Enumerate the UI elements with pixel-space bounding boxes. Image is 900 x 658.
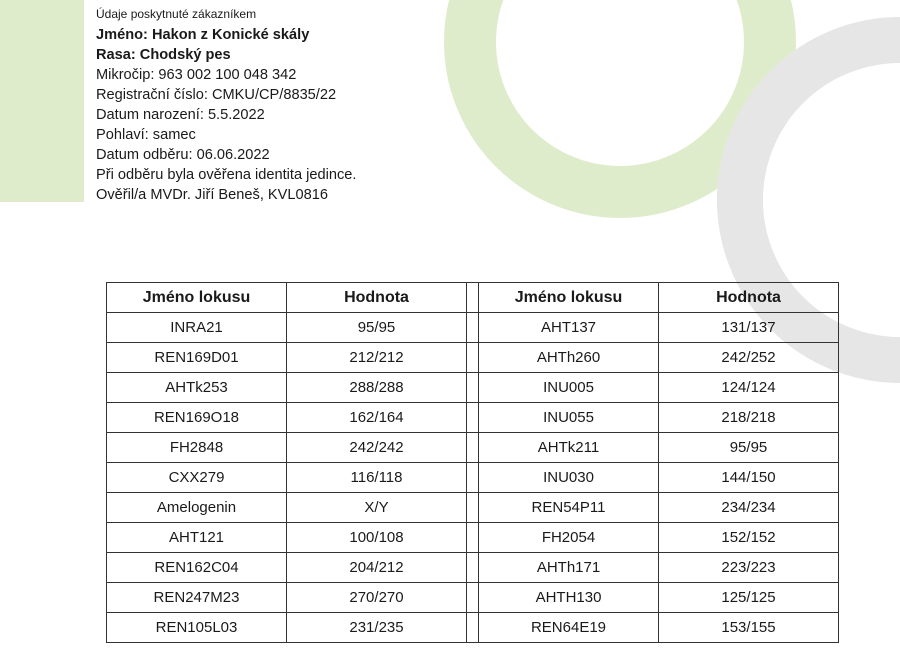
value-left: 95/95 [287, 313, 467, 343]
value-left: 100/108 [287, 523, 467, 553]
table-row [107, 403, 839, 433]
locus-name-right: INU055 [479, 403, 659, 433]
value-right: 234/234 [659, 493, 839, 523]
locus-name-left: REN105L03 [107, 613, 287, 643]
header-locus-name-left: Jméno lokusu [107, 283, 287, 313]
column-gap [467, 523, 479, 553]
value-right: 152/152 [659, 523, 839, 553]
dog-name: Jméno: Hakon z Konické skály [96, 27, 310, 43]
table-row [107, 433, 839, 463]
column-gap [467, 283, 479, 313]
locus-name-left: CXX279 [107, 463, 287, 493]
loci-table [106, 282, 839, 643]
locus-name-right: REN64E19 [479, 613, 659, 643]
locus-name-right: INU005 [479, 373, 659, 403]
value-left: 204/212 [287, 553, 467, 583]
table-row [107, 583, 839, 613]
locus-name-right: AHTH130 [479, 583, 659, 613]
header-locus-name-right: Jméno lokusu [479, 283, 659, 313]
dog-breed: Rasa: Chodský pes [96, 47, 231, 63]
table-row [107, 493, 839, 523]
locus-name-left: REN169O18 [107, 403, 287, 433]
birth-date: Datum narození: 5.5.2022 [96, 107, 265, 123]
column-gap [467, 343, 479, 373]
value-left: 212/212 [287, 343, 467, 373]
column-gap [467, 313, 479, 343]
column-gap [467, 553, 479, 583]
value-right: 242/252 [659, 343, 839, 373]
microchip: Mikročip: 963 002 100 048 342 [96, 67, 297, 83]
value-right: 125/125 [659, 583, 839, 613]
locus-name-right: AHTh171 [479, 553, 659, 583]
value-right: 124/124 [659, 373, 839, 403]
locus-name-right: AHTh260 [479, 343, 659, 373]
locus-name-right: FH2054 [479, 523, 659, 553]
value-left: X/Y [287, 493, 467, 523]
locus-name-right: AHTk211 [479, 433, 659, 463]
header-value-right: Hodnota [659, 283, 839, 313]
locus-name-left: FH2848 [107, 433, 287, 463]
identity-verified-note: Při odběru byla ověřena identita jedince. [96, 167, 357, 183]
table-row [107, 463, 839, 493]
locus-name-left: AHTk253 [107, 373, 287, 403]
locus-name-right: REN54P11 [479, 493, 659, 523]
value-left: 270/270 [287, 583, 467, 613]
locus-name-left: REN162C04 [107, 553, 287, 583]
locus-name-left: Amelogenin [107, 493, 287, 523]
locus-name-right: AHT137 [479, 313, 659, 343]
value-right: 153/155 [659, 613, 839, 643]
locus-name-left: REN169D01 [107, 343, 287, 373]
value-left: 231/235 [287, 613, 467, 643]
column-gap [467, 613, 479, 643]
table-row [107, 523, 839, 553]
verified-by: Ověřil/a MVDr. Jiří Beneš, KVL0816 [96, 187, 328, 203]
table-row [107, 613, 839, 643]
value-left: 116/118 [287, 463, 467, 493]
table-row [107, 553, 839, 583]
value-right: 223/223 [659, 553, 839, 583]
value-left: 288/288 [287, 373, 467, 403]
column-gap [467, 493, 479, 523]
locus-name-left: REN247M23 [107, 583, 287, 613]
header-value-left: Hodnota [287, 283, 467, 313]
value-left: 162/164 [287, 403, 467, 433]
value-right: 218/218 [659, 403, 839, 433]
column-gap [467, 433, 479, 463]
locus-name-left: INRA21 [107, 313, 287, 343]
locus-name-right: INU030 [479, 463, 659, 493]
column-gap [467, 373, 479, 403]
registration-number: Registrační číslo: CMKU/CP/8835/22 [96, 87, 337, 103]
value-right: 95/95 [659, 433, 839, 463]
locus-name-left: AHT121 [107, 523, 287, 553]
table-header-row [107, 283, 839, 313]
value-left: 242/242 [287, 433, 467, 463]
table-row [107, 343, 839, 373]
value-right: 144/150 [659, 463, 839, 493]
sampling-date: Datum odběru: 06.06.2022 [96, 147, 270, 163]
table-row [107, 373, 839, 403]
sex: Pohlaví: samec [96, 127, 196, 143]
customer-info-caption: Údaje poskytnuté zákazníkem [96, 7, 257, 21]
value-right: 131/137 [659, 313, 839, 343]
table-row [107, 313, 839, 343]
loci-table-body [107, 313, 839, 643]
column-gap [467, 463, 479, 493]
customer-info [96, 6, 356, 205]
green-side-block [0, 0, 84, 202]
column-gap [467, 583, 479, 613]
column-gap [467, 403, 479, 433]
